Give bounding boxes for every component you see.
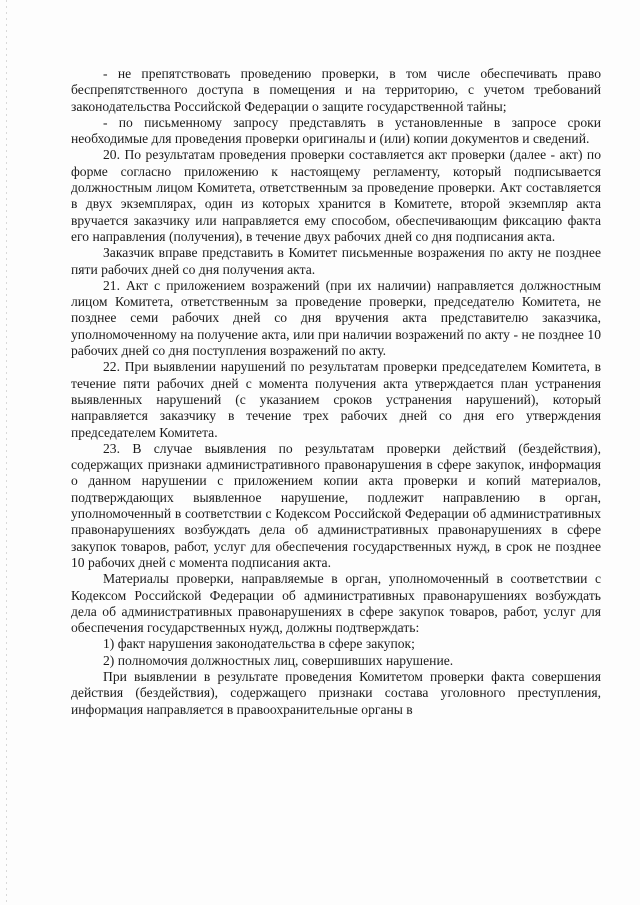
paragraph-item-21: 21. Акт с приложением возражений (при их наличии) направляется должностным лицом Комитета, ответственным за проведение проверки, председателю Комитета, не позднее семи рабочих дней со дня вручения акта представителю заказчика, уполномоченному на получение акта, или при наличии возражений по акту - не позднее 10 рабочих дней со дня поступления возражений по акту. xyxy=(71,277,601,359)
paragraph-obligation-documents: - по письменному запросу представлять в установленные в запросе сроки необходимые для проведения проверки оригиналы и (или) копии документов и сведений. xyxy=(71,114,601,147)
paragraph-item-20: 20. По результатам проведения проверки составляется акт проверки (далее - акт) по форме согласно приложению к настоящему регламенту, который подписывается должностным лицом Комитета, ответственным за проведение проверки. Акт составляется в двух экземплярах, один из которых хранится в Комитете, второй экземпляр акта вручается заказчику или направляется ему способом, обеспечивающим фиксацию факта его направления (получения), в течение двух рабочих дней со дня подписания акта. xyxy=(71,147,601,244)
paragraph-list-item-1: 1) факт нарушения законодательства в сфере закупок; xyxy=(103,636,415,652)
paragraph-objections: Заказчик вправе представить в Комитет письменные возражения по акту не позднее пяти рабочих дней со дня получения акта. xyxy=(71,245,601,277)
paragraph-obligation-access: - не препятствовать проведению проверки, в том числе обеспечивать право беспрепятственного доступа в помещения и на территорию, с учетом требований законодательства Российской Федерации о защите государственной тайны; xyxy=(71,66,601,114)
paragraph-item-22: 22. При выявлении нарушений по результатам проверки председателем Комитета, в течение пяти рабочих дней с момента получения акта утверждается план устранения выявленных нарушений (с указанием сроков устранения нарушений), который направляется заказчику в течение трех рабочих дней со дня его утверждения председателем Комитета. xyxy=(71,359,601,440)
document-body xyxy=(71,66,601,718)
paragraph-materials: Материалы проверки, направляемые в орган, уполномоченный в соответствии с Кодексом Российской Федерации об административных правонарушениях возбуждать дела об административных правонарушениях в сфере закупок товаров, работ, услуг для обеспечения государственных нужд, должны подтверждать: xyxy=(71,571,601,636)
paragraph-list-item-2: 2) полномочия должностных лиц, совершивших нарушение. xyxy=(103,652,454,668)
paragraph-criminal: При выявлении в результате проведения Комитетом проверки факта совершения действия (бездействия), содержащего признаки состава уголовного преступления, информация направляется в правоохранительные органы в xyxy=(71,668,601,717)
paragraph-item-23: 23. В случае выявления по результатам проверки действий (бездействия), содержащих признаки административного правонарушения в сфере закупок, информация о данном нарушении с приложением копии акта проверки и копий материалов, подтверждающих выявленное нарушение, подлежит направлению в орган, уполномоченный в соответствии с Кодексом Российской Федерации об административных правонарушениях возбуждать дела об административных правонарушениях в сфере закупок товаров, работ, услуг для обеспечения государственных нужд, в срок не позднее 10 рабочих дней с момента подписания акта. xyxy=(71,440,601,570)
scan-edge-artifact xyxy=(6,0,7,905)
